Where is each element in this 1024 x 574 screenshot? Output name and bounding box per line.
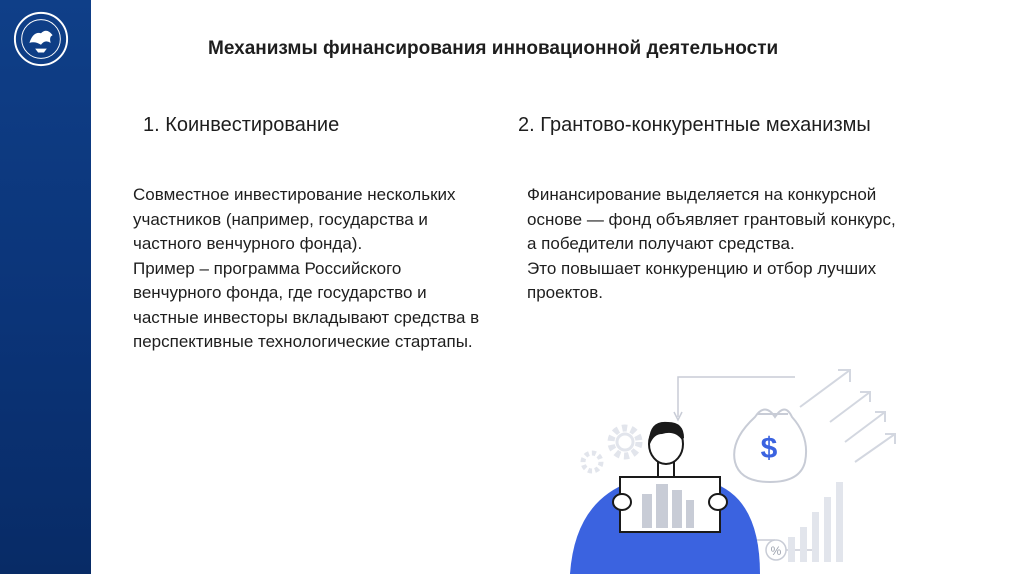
paragraph: Это повышает конкуренцию и отбор лучших проектов. [527, 258, 877, 302]
sidebar-band [0, 0, 91, 574]
section-heading-coinvestment: 1. Коинвестирование [143, 114, 340, 136]
section-body-coinvestment [133, 183, 483, 355]
gear-icon [583, 428, 639, 471]
svg-text:%: % [770, 544, 782, 558]
percent-icon [766, 540, 786, 560]
section-body-grants [527, 183, 907, 306]
section-heading-grants: 2. Грантово-конкурентные механизмы [518, 114, 871, 136]
investor-illustration [570, 362, 910, 574]
dollar-sign: $ [760, 432, 778, 465]
university-logo-icon [12, 10, 70, 68]
arrows-up-icon [800, 370, 895, 462]
slide-title: Механизмы финансирования инновационной деятельности [208, 38, 779, 59]
paragraph: Пример – программа Российского венчурного фонда, где государство и частные инвесторы вкладывают средства в перспективные технологические стартапы. [133, 258, 480, 351]
paragraph: Финансирование выделяется на конкурсной основе — фонд объявляет грантовый конкурс, а победители получают средства. [527, 185, 896, 253]
money-bag-icon [734, 410, 806, 483]
paragraph: Совместное инвестирование нескольких участников (например, государства и частного венчурного фонда). [133, 185, 456, 253]
person-figure [570, 422, 760, 574]
